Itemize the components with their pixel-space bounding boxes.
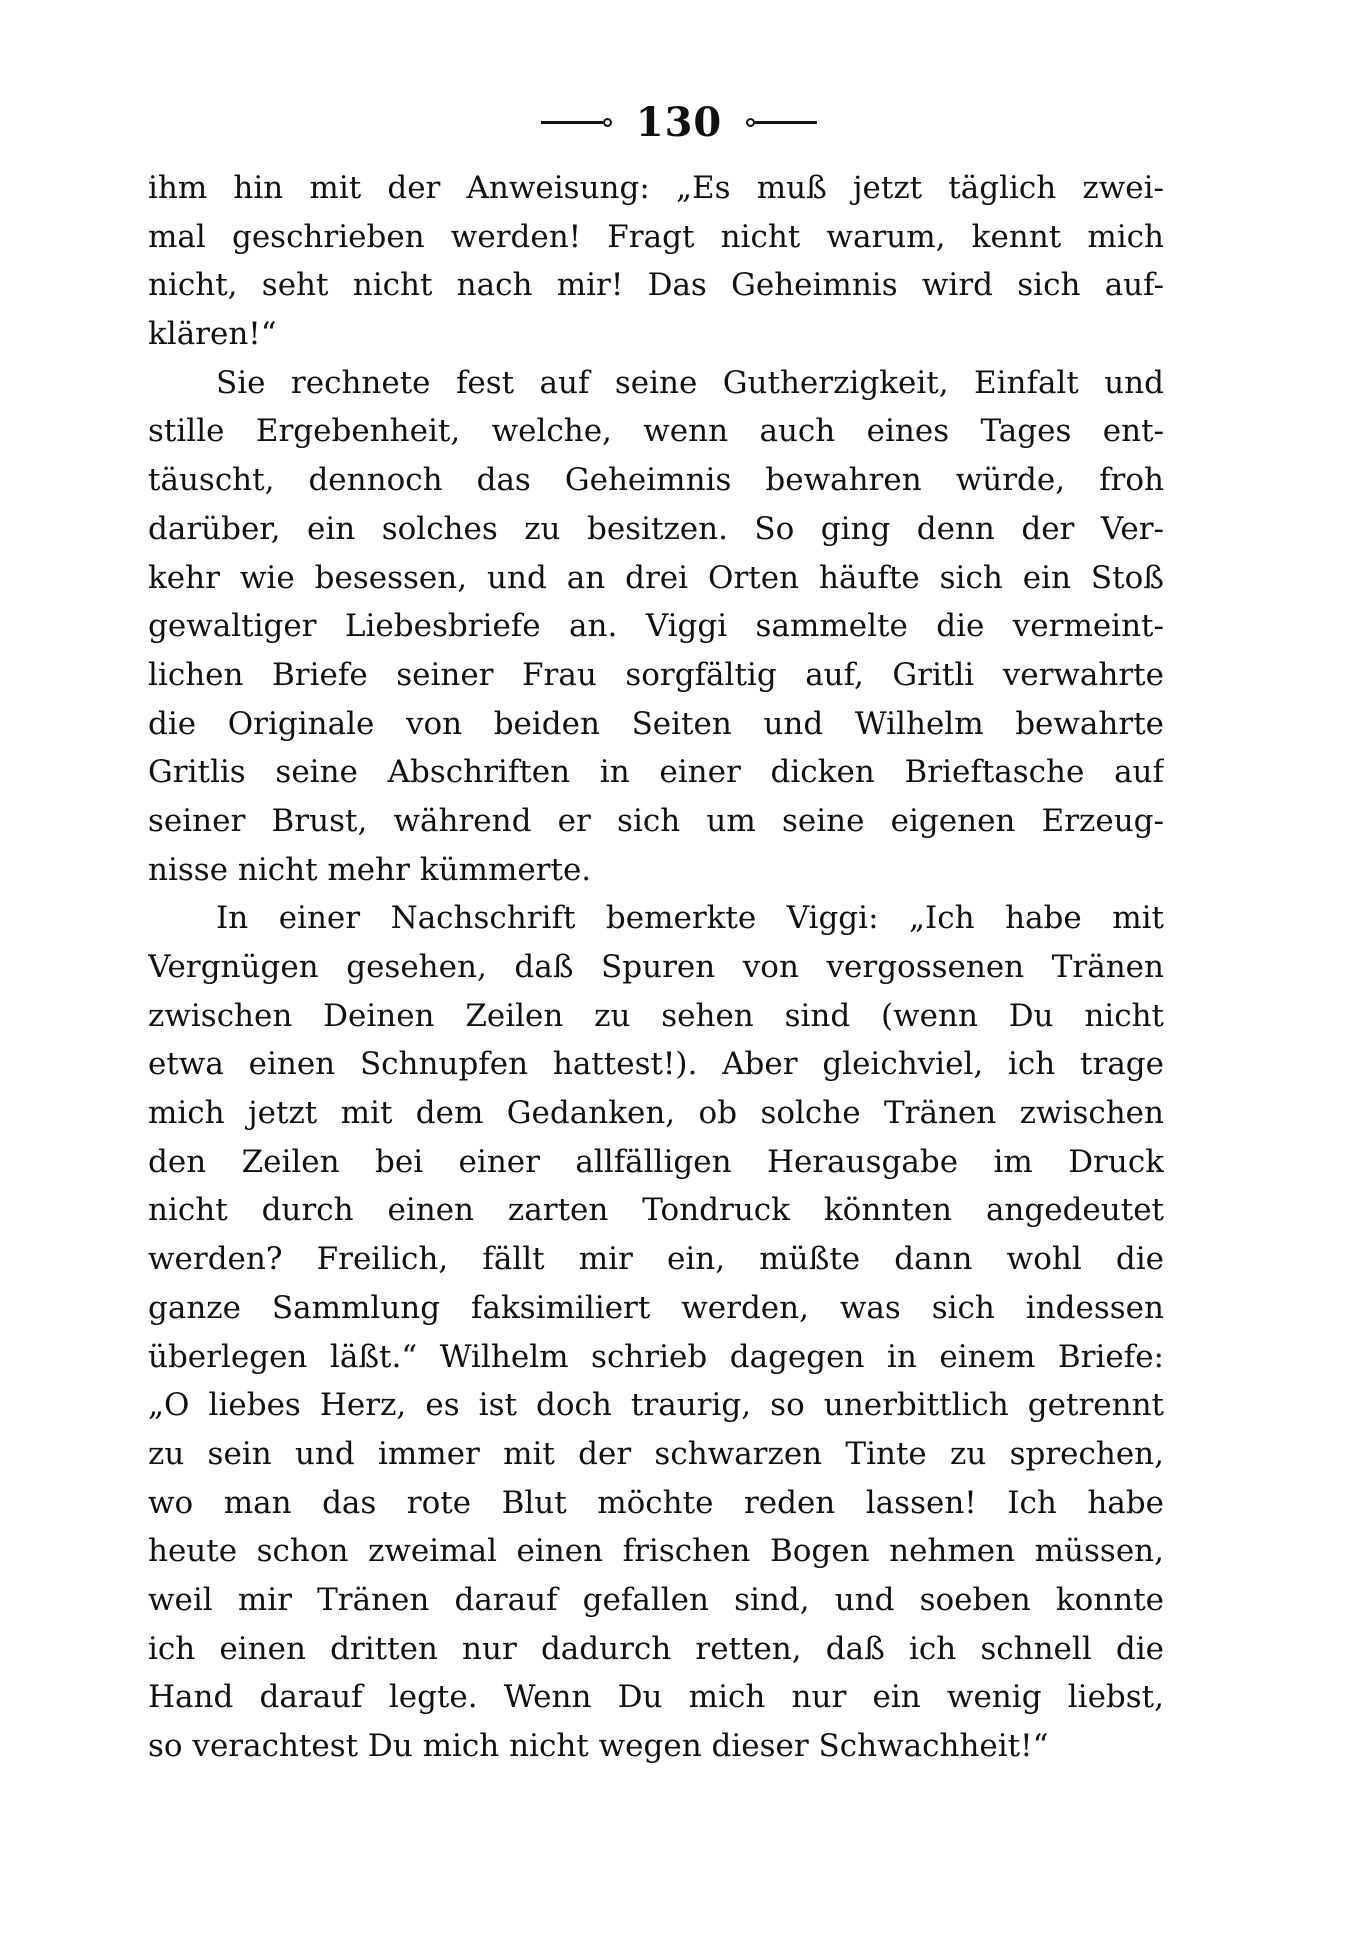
text-line: gewaltiger Liebesbriefe an. Viggi sammelte die vermeint- — [148, 608, 1164, 645]
text-line: Sie rechnete fest auf seine Gutherzigkeit, Einfalt und — [216, 364, 1164, 401]
text-line: den Zeilen bei einer allfälligen Herausgabe im Druck — [148, 1143, 1164, 1180]
paragraph — [148, 359, 1164, 895]
left-ornament — [541, 118, 612, 127]
text-line: heute schon zweimal einen frischen Bogen nehmen müssen, — [148, 1533, 1164, 1570]
text-line: ihm hin mit der Anweisung: „Es muß jetzt täglich zwei- — [148, 170, 1164, 206]
page-number: 130 — [635, 98, 723, 146]
text-line: wo man das rote Blut möchte reden lassen! Ich habe — [148, 1484, 1164, 1521]
paragraph — [148, 894, 1164, 1770]
page-header — [0, 92, 1358, 152]
text-line: Gritlis seine Abschriften in einer dicken Brieftasche auf — [148, 754, 1164, 791]
text-line: darüber, ein solches zu besitzen. So ging denn der Ver- — [148, 510, 1164, 547]
text-line: werden? Freilich, fällt mir ein, müßte dann wohl die — [148, 1241, 1164, 1278]
right-ornament — [746, 118, 817, 127]
text-line: täuscht, dennoch das Geheimnis bewahren würde, froh — [148, 462, 1164, 499]
text-line: Hand darauf legte. Wenn Du mich nur ein wenig liebst, — [148, 1679, 1164, 1716]
text-line: weil mir Tränen darauf gefallen sind, und soeben konnte — [148, 1581, 1164, 1618]
text-line: etwa einen Schnupfen hattest!). Aber gleichviel, ich trage — [148, 1046, 1164, 1083]
text-line: so verachtest Du mich nicht wegen dieser Schwachheit!“ — [148, 1728, 1049, 1764]
text-line: zu sein und immer mit der schwarzen Tinte zu sprechen, — [148, 1435, 1164, 1472]
text-line: ganze Sammlung faksimiliert werden, was sich indessen — [148, 1289, 1164, 1326]
text-line: nicht durch einen zarten Tondruck könnten angedeutet — [148, 1192, 1164, 1229]
text-line: nisse nicht mehr kümmerte. — [148, 851, 592, 888]
text-line: nicht, seht nicht nach mir! Das Geheimnis wird sich auf- — [148, 267, 1164, 304]
paragraph — [148, 164, 1164, 359]
text-line: klären!“ — [148, 316, 277, 353]
text-line: Vergnügen gesehen, daß Spuren von vergossenen Tränen — [148, 949, 1164, 985]
text-line: mich jetzt mit dem Gedanken, ob solche Tränen zwischen — [148, 1095, 1164, 1132]
text-line: mal geschrieben werden! Fragt nicht warum, kennt mich — [148, 218, 1164, 255]
text-line: stille Ergebenheit, welche, wenn auch eines Tages ent- — [148, 413, 1164, 450]
text-line: seiner Brust, während er sich um seine eigenen Erzeug- — [148, 802, 1164, 839]
text-line: überlegen läßt.“ Wilhelm schrieb dagegen in einem Briefe: — [148, 1338, 1164, 1375]
body-text — [148, 164, 1164, 1771]
text-line: zwischen Deinen Zeilen zu sehen sind (wenn Du nicht — [148, 997, 1164, 1034]
text-line: ich einen dritten nur dadurch retten, daß ich schnell die — [148, 1630, 1164, 1667]
text-line: „O liebes Herz, es ist doch traurig, so unerbittlich getrennt — [148, 1387, 1164, 1424]
text-line: kehr wie besessen, und an drei Orten häufte sich ein Stoß — [148, 559, 1164, 596]
text-line: die Originale von beiden Seiten und Wilhelm bewahrte — [148, 705, 1164, 742]
text-line: lichen Briefe seiner Frau sorgfältig auf, Gritli verwahrte — [148, 656, 1164, 693]
text-line: In einer Nachschrift bemerkte Viggi: „Ich habe mit — [216, 900, 1164, 937]
